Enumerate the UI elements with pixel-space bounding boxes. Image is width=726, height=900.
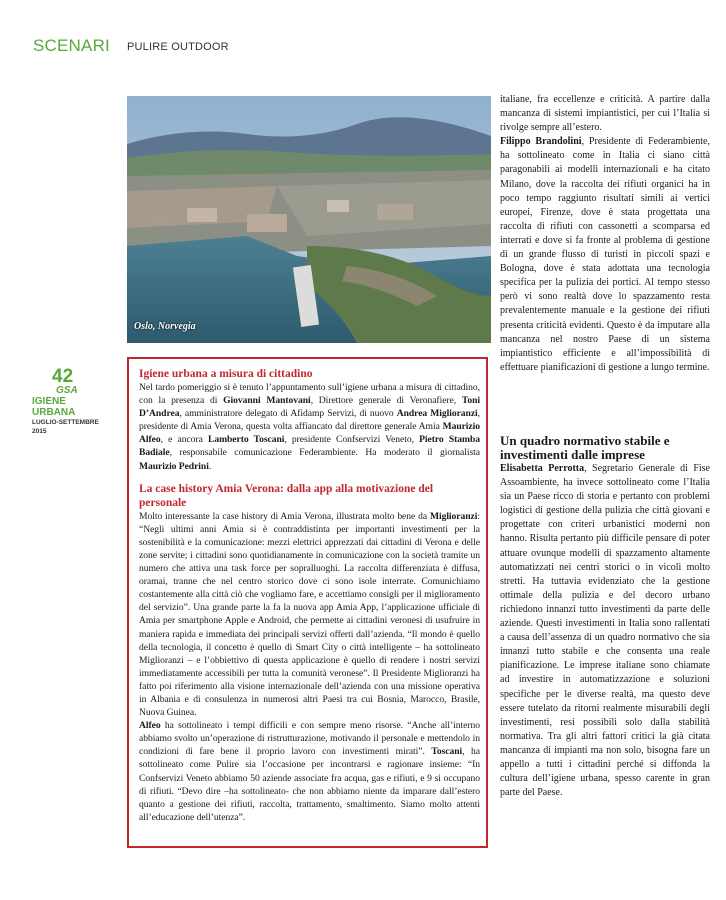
text-run: , Segretario Generale di Fise Assoambiente, ha invece sottolineato come l’Italia sia un Paese ricco di storia e pertanto con problemi logistici di gestione della pulizia che città giovani e progettate con criteri urbanistici moderni non hanno. Risulta pertanto più difficile pensare di poter attuare ovunque modelli di spazzamento altamente automatizzati nei centri storici o in vicoli molto stretti. Ha tuttavia evidenziato che la gestione ottimale della pulizia e del decoro urbano richiedono innanzi tutto investimenti da parte delle aziende. Questi investimenti in Italia sono rallentati a causa dell’assenza di un quadro normativo che sia innanzi tutto stabile e che consenta una reale pianificazione. Le imprese italiane sono chiamate ad investire in automatizzazione e soluzioni specifiche per le diverse realtà, ma questo deve essere tutelato da ritorni realmente misurabili degli investimenti, resi possibili solo dalla stabilità normativa. Tra gli altri fattori critici la già citata mancanza di impianti ma non solo, bisogna fare un appello a tutti i cittadini perché si diffonda la cultura dell’igiene urbana, spesso carente in gran parte del Paese.	[500, 463, 710, 799]
article-column-bottom	[500, 434, 710, 800]
bold-name: Maurizio Alfeo	[139, 421, 480, 446]
text-run: , e ancora	[160, 434, 208, 446]
box-title-2: La case history Amia Verona: dalla app alla motivazione del personale	[139, 482, 434, 509]
bold-name: Maurizio Pedrini	[139, 460, 209, 472]
bold-name: Toni D’Andrea	[139, 395, 480, 420]
text-run: Molto interessante la case history di Amia Verona, illustrata molto bene da	[139, 510, 430, 522]
text-run: : “Negli ultimi anni Amia si è contraddistinta per importanti investimenti per la sostenibilità e la comunicazione: mezzi elettrici apprezzati dai cittadini di Verona e delle zone servite; i cittadini sono quotidianamente in comunicazione con la società tramite un numero che attiva una task force per sopralluoghi. La raccolta differenziata è diffusa, oramai, tranne che nel centro storico dove ci sono isole interrate. Comunichiamo costantemente alla città ciò che vogliamo fare, e accettiamo consigli per il miglioramento del servizio”. Una grande parte la fa la nuova app Amia App, l’applicazione ufficiale di Amia per smartphone Apple e Android, che permette ai cittadini veronesi di usufruire in maniera rapida e immediata dei principali servizi offerti dall’azienda. “Il mondo è quello della tecnologia, il concetto è quello di Smart City o città intelligente – ha sottolineato Miglioranzi – e l’obbiettivo di questa applicazione è quello di rendere i nostri servizi immediatamente accessibili per tutta la comunità veronese”. Il Presidente Miglioranzi ha fatto poi riferimento alla visione internazionale dell’azienda con una missione operativa in Albania e di consulenza in numerosi altri Paesi tra cui Bosnia, Marocco, Brasile, Nuova Guinea.	[139, 510, 480, 719]
bold-name: Toscani	[431, 746, 463, 758]
bold-name: Elisabetta Perrotta	[500, 463, 585, 474]
bold-name: Alfeo	[139, 720, 161, 732]
page-number: 42	[52, 366, 74, 387]
sidebar-box	[127, 357, 488, 848]
subsection-label: PULIRE OUTDOOR	[127, 41, 229, 53]
bold-name: Filippo Brandolini	[500, 136, 582, 148]
box-paragraph-2	[139, 510, 480, 720]
column-heading: Un quadro normativo stabile e investimenti dalle imprese	[500, 433, 670, 462]
bold-name: Giovanni Mantovani	[223, 395, 311, 407]
issue-date: LUGLIO-SETTEMBRE 2015	[32, 419, 99, 435]
text-run: , amministratore delegato di Afidamp Servizi, di nuovo	[179, 408, 397, 420]
bold-name: Andrea Miglioranzi	[396, 408, 478, 420]
text-run: , responsabile comunicazione Federambiente. Ha moderato il giornalista	[169, 447, 480, 459]
text-run: italiane, fra eccellenze e criticità. A partire dalla mancanza di sistemi impiantistici, per cui l’Italia si rivolge sempre all’estero.	[500, 94, 710, 134]
section-label: SCENARI	[33, 36, 110, 55]
column-paragraph-3	[500, 462, 710, 800]
magazine-logo-top: GSA	[56, 385, 78, 396]
bold-name: Lamberto Toscani	[207, 434, 285, 446]
photo-caption: Oslo, Norvegia	[134, 321, 196, 332]
article-column-top	[500, 93, 710, 375]
text-run: , ha sottolineato come Pulire sia l’occasione per incontrarsi e ragionare insieme: “In Confservizi Veneto abbiamo 50 aziende associate fra acqua, gas e rifiuti, e 9 si occupano di rifiuti. “Devo dire –ha sottolineato- che non abbiamo niente da imparare dall’estero quanto a gestione dei rifiuti, raccolta, trattamento, smaltimento. Siamo molto attenti all’educazione dell’utenza”.	[139, 746, 480, 823]
text-run: Nel tardo pomeriggio si è tenuto l’appuntamento sull’igiene urbana a misura di cittadino, con la presenza di	[139, 382, 480, 407]
text-run: , Direttore generale di Veronafiere,	[310, 395, 462, 407]
text-run: , presidente Confservizi Veneto,	[284, 434, 420, 446]
page-number-block	[30, 368, 100, 436]
oslo-photo	[127, 96, 491, 343]
bold-name: Pietro Stamba Badiale	[139, 434, 481, 459]
text-run: ha sottolineato i tempi difficili e con sempre meno risorse. “Anche all’interno abbiamo svolto un’operazione di ristrutturazione, motivando il personale e mettendolo in condizioni di fare bene il proprio lavoro con investimenti mirati”.	[139, 720, 480, 758]
box-title-1: Igiene urbana a misura di cittadino	[139, 368, 313, 380]
box-paragraph-3	[139, 719, 480, 824]
column-paragraph-1	[500, 93, 710, 135]
text-run: .	[208, 460, 212, 472]
text-run: , presidente di Amia Verona, questa volta affiancato dal direttore generale Amia	[139, 408, 480, 433]
column-paragraph-2	[500, 135, 710, 375]
text-run: , Presidente di Federambiente, ha sottolineato come in Italia ci siano città paragonabili ai modelli internazionali e ha citato Milano, dove la raccolta dei rifiuti organici ha in poco tempo raggiunto risultati simili ai vertici europei, Firenze, dove è stata progettata una raccolta di rifiuti con cassonetti a scomparsa ed interrati e dove si fa fronte al problema di gestione di un grande flusso di turisti in piccoli spazi e Bologna, dove è stata adottata una tecnologia specifica per la pulizia dei portici. Al tempo stesso però vi sono realtà dove lo spazzamento resta prevalentemente manuale e la gestione dei rifiuti presenta criticità evidenti. Questo è da imputare alla mancanza nel nostro Paese di un sistema impiantistico efficiente e all’impossibilità di effettuare pianificazioni di gestione a lungo termine.	[500, 136, 710, 373]
magazine-name: IGIENE URBANA	[32, 396, 76, 418]
bold-name: Miglioranzi	[429, 510, 478, 522]
box-paragraph-1	[139, 381, 480, 473]
